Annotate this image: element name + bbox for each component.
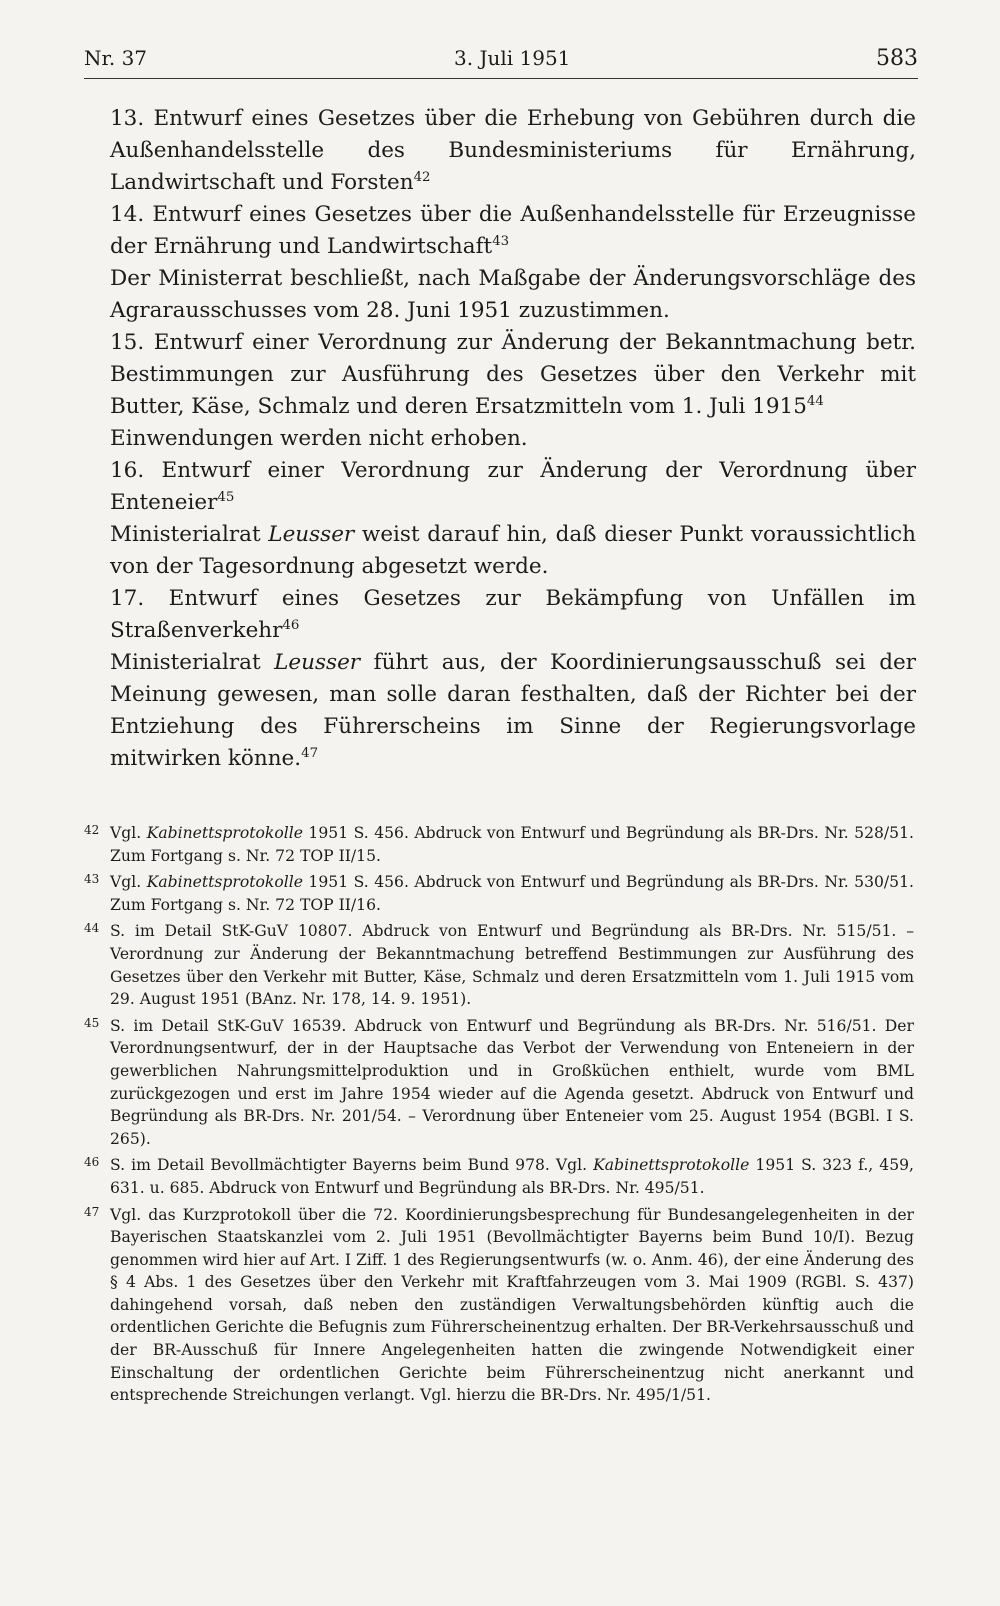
agenda-item-13: 13. Entwurf eines Gesetzes über die Erhebung von Gebühren durch die Außenhandelsstelle des Bundesministeriums für Ernährung, Landwirtschaft und Forsten$^{42}$: [110, 106, 916, 195]
footnote-ref-47: 47: [301, 745, 319, 761]
agenda-item-17: 17. Entwurf eines Gesetzes zur Bekämpfung von Unfällen im Straßenverkehr$^{46}$: [110, 586, 916, 643]
document-number: Nr. 37: [84, 46, 148, 70]
agenda-item-14: 14. Entwurf eines Gesetzes über die Außenhandelsstelle für Erzeugnisse der Ernährung und Landwirtschaft$^{43}$: [110, 202, 916, 259]
footnote-42: 42 Vgl. Kabinettsprotokolle 1951 S. 456. Abdruck von Entwurf und Begründung als BR-Drs. Nr. 528/51. Zum Fortgang s. Nr. 72 TOP II/15.: [84, 822, 914, 867]
footnote-number: 43: [84, 872, 100, 887]
header-rule: [84, 78, 918, 79]
page-number: 583: [876, 46, 918, 71]
footnote-ref-42: 42: [413, 169, 431, 185]
decision-paragraph: Einwendungen werden nicht erhoben.: [110, 426, 528, 451]
footnote-number: 47: [84, 1204, 100, 1219]
statement-paragraph: Ministerialrat Leusser führt aus, der Koordinierungsausschuß sei der Meinung gewesen, man solle daran festhalten, daß der Richter bei der Entziehung des Führerscheins im Sinne der Regierungsvorlage mitwirken könne.$^{47}$: [110, 650, 916, 771]
agenda-item-16: 16. Entwurf einer Verordnung zur Änderung der Verordnung über Enteneier$^{45}$: [110, 458, 916, 515]
footnote-43: 43 Vgl. Kabinettsprotokolle 1951 S. 456. Abdruck von Entwurf und Begründung als BR-Drs. Nr. 530/51. Zum Fortgang s. Nr. 72 TOP II/16.: [84, 871, 914, 916]
main-text: [110, 103, 916, 775]
person-name: Leusser: [274, 650, 361, 675]
footnote-47: 47 Vgl. das Kurzprotokoll über die 72. Koordinierungsbesprechung für Bundesangelegenheiten in der Bayerischen Staatskanzlei vom 2. Juli 1951 (Bevollmächtigter Bayerns beim Bund 10/I). Bezug genommen wird hier auf Art. I Ziff. 1 des Regierungsentwurfs (w. o. Anm. 46), der eine Änderung des § 4 Abs. 1 des Gesetzes über den Verkehr mit Kraftfahrzeugen vom 3. Mai 1909 (RGBl. S. 437) dahingehend vorsah, daß neben den zuständigen Verwaltungsbehörden künftig auch die ordentlichen Gerichte die Befugnis zum Führerscheinentzug erhalten. Der BR-Verkehrsausschuß und der BR-Ausschuß für Innere Angelegenheiten hatten die zwingende Notwendigkeit einer Einschaltung der ordentlichen Gerichte beim Führerscheinentzug nicht anerkannt und entsprechende Streichungen verlangt. Vgl. hierzu die BR-Drs. Nr. 495/1/51.: [84, 1204, 914, 1407]
footnote-number: 45: [84, 1015, 100, 1030]
footnote-ref-43: 43: [492, 233, 510, 249]
running-header: [84, 44, 918, 78]
footnote-46: 46 S. im Detail Bevollmächtigter Bayerns beim Bund 978. Vgl. Kabinettsprotokolle 1951 S. 323 f., 459, 631. u. 685. Abdruck von Entwurf und Begründung als BR-Drs. Nr. 495/51.: [84, 1154, 914, 1199]
footnote-ref-45: 45: [217, 489, 235, 505]
footnote-ref-44: 44: [806, 393, 824, 409]
decision-paragraph: Der Ministerrat beschließt, nach Maßgabe der Änderungsvorschläge des Agrarausschusses vom 28. Juni 1951 zuzustimmen.: [110, 266, 916, 323]
footnotes: [84, 822, 914, 1411]
footnote-44: 44 S. im Detail StK-GuV 10807. Abdruck von Entwurf und Begründung als BR-Drs. Nr. 515/51. – Verordnung zur Änderung der Bekanntmachung betreffend Bestimmungen zur Ausführung des Gesetzes über den Verkehr mit Butter, Käse, Schmalz und deren Ersatzmitteln vom 1. Juli 1915 vom 29. August 1951 (BAnz. Nr. 178, 14. 9. 1951).: [84, 920, 914, 1010]
footnote-45: 45 S. im Detail StK-GuV 16539. Abdruck von Entwurf und Begründung als BR-Drs. Nr. 516/51. Der Verordnungsentwurf, der in der Hauptsache das Verbot der Verwendung von Enteneiern in der gewerblichen Nahrungsmittelproduktion und in Großküchen enthielt, wurde vom BML zurückgezogen und erst im Jahre 1954 wieder auf die Agenda gesetzt. Abdruck von Entwurf und Begründung als BR-Drs. Nr. 201/54. – Verordnung über Enteneier vom 25. August 1954 (BGBl. I S. 265).: [84, 1015, 914, 1151]
footnote-number: 44: [84, 921, 100, 936]
person-name: Leusser: [268, 522, 355, 547]
footnote-number: 46: [84, 1155, 100, 1170]
agenda-item-15: 15. Entwurf einer Verordnung zur Änderung der Bekanntmachung betr. Bestimmungen zur Ausführung des Gesetzes über den Verkehr mit Butter, Käse, Schmalz und deren Ersatzmitteln vom 1. Juli 1915$^{44}$: [110, 330, 916, 419]
statement-paragraph: Ministerialrat Leusser weist darauf hin, daß dieser Punkt voraussichtlich von der Tagesordnung abgesetzt werde.: [110, 522, 916, 579]
footnote-ref-46: 46: [282, 617, 300, 633]
header-date: 3. Juli 1951: [454, 46, 571, 70]
footnote-number: 42: [84, 823, 100, 837]
